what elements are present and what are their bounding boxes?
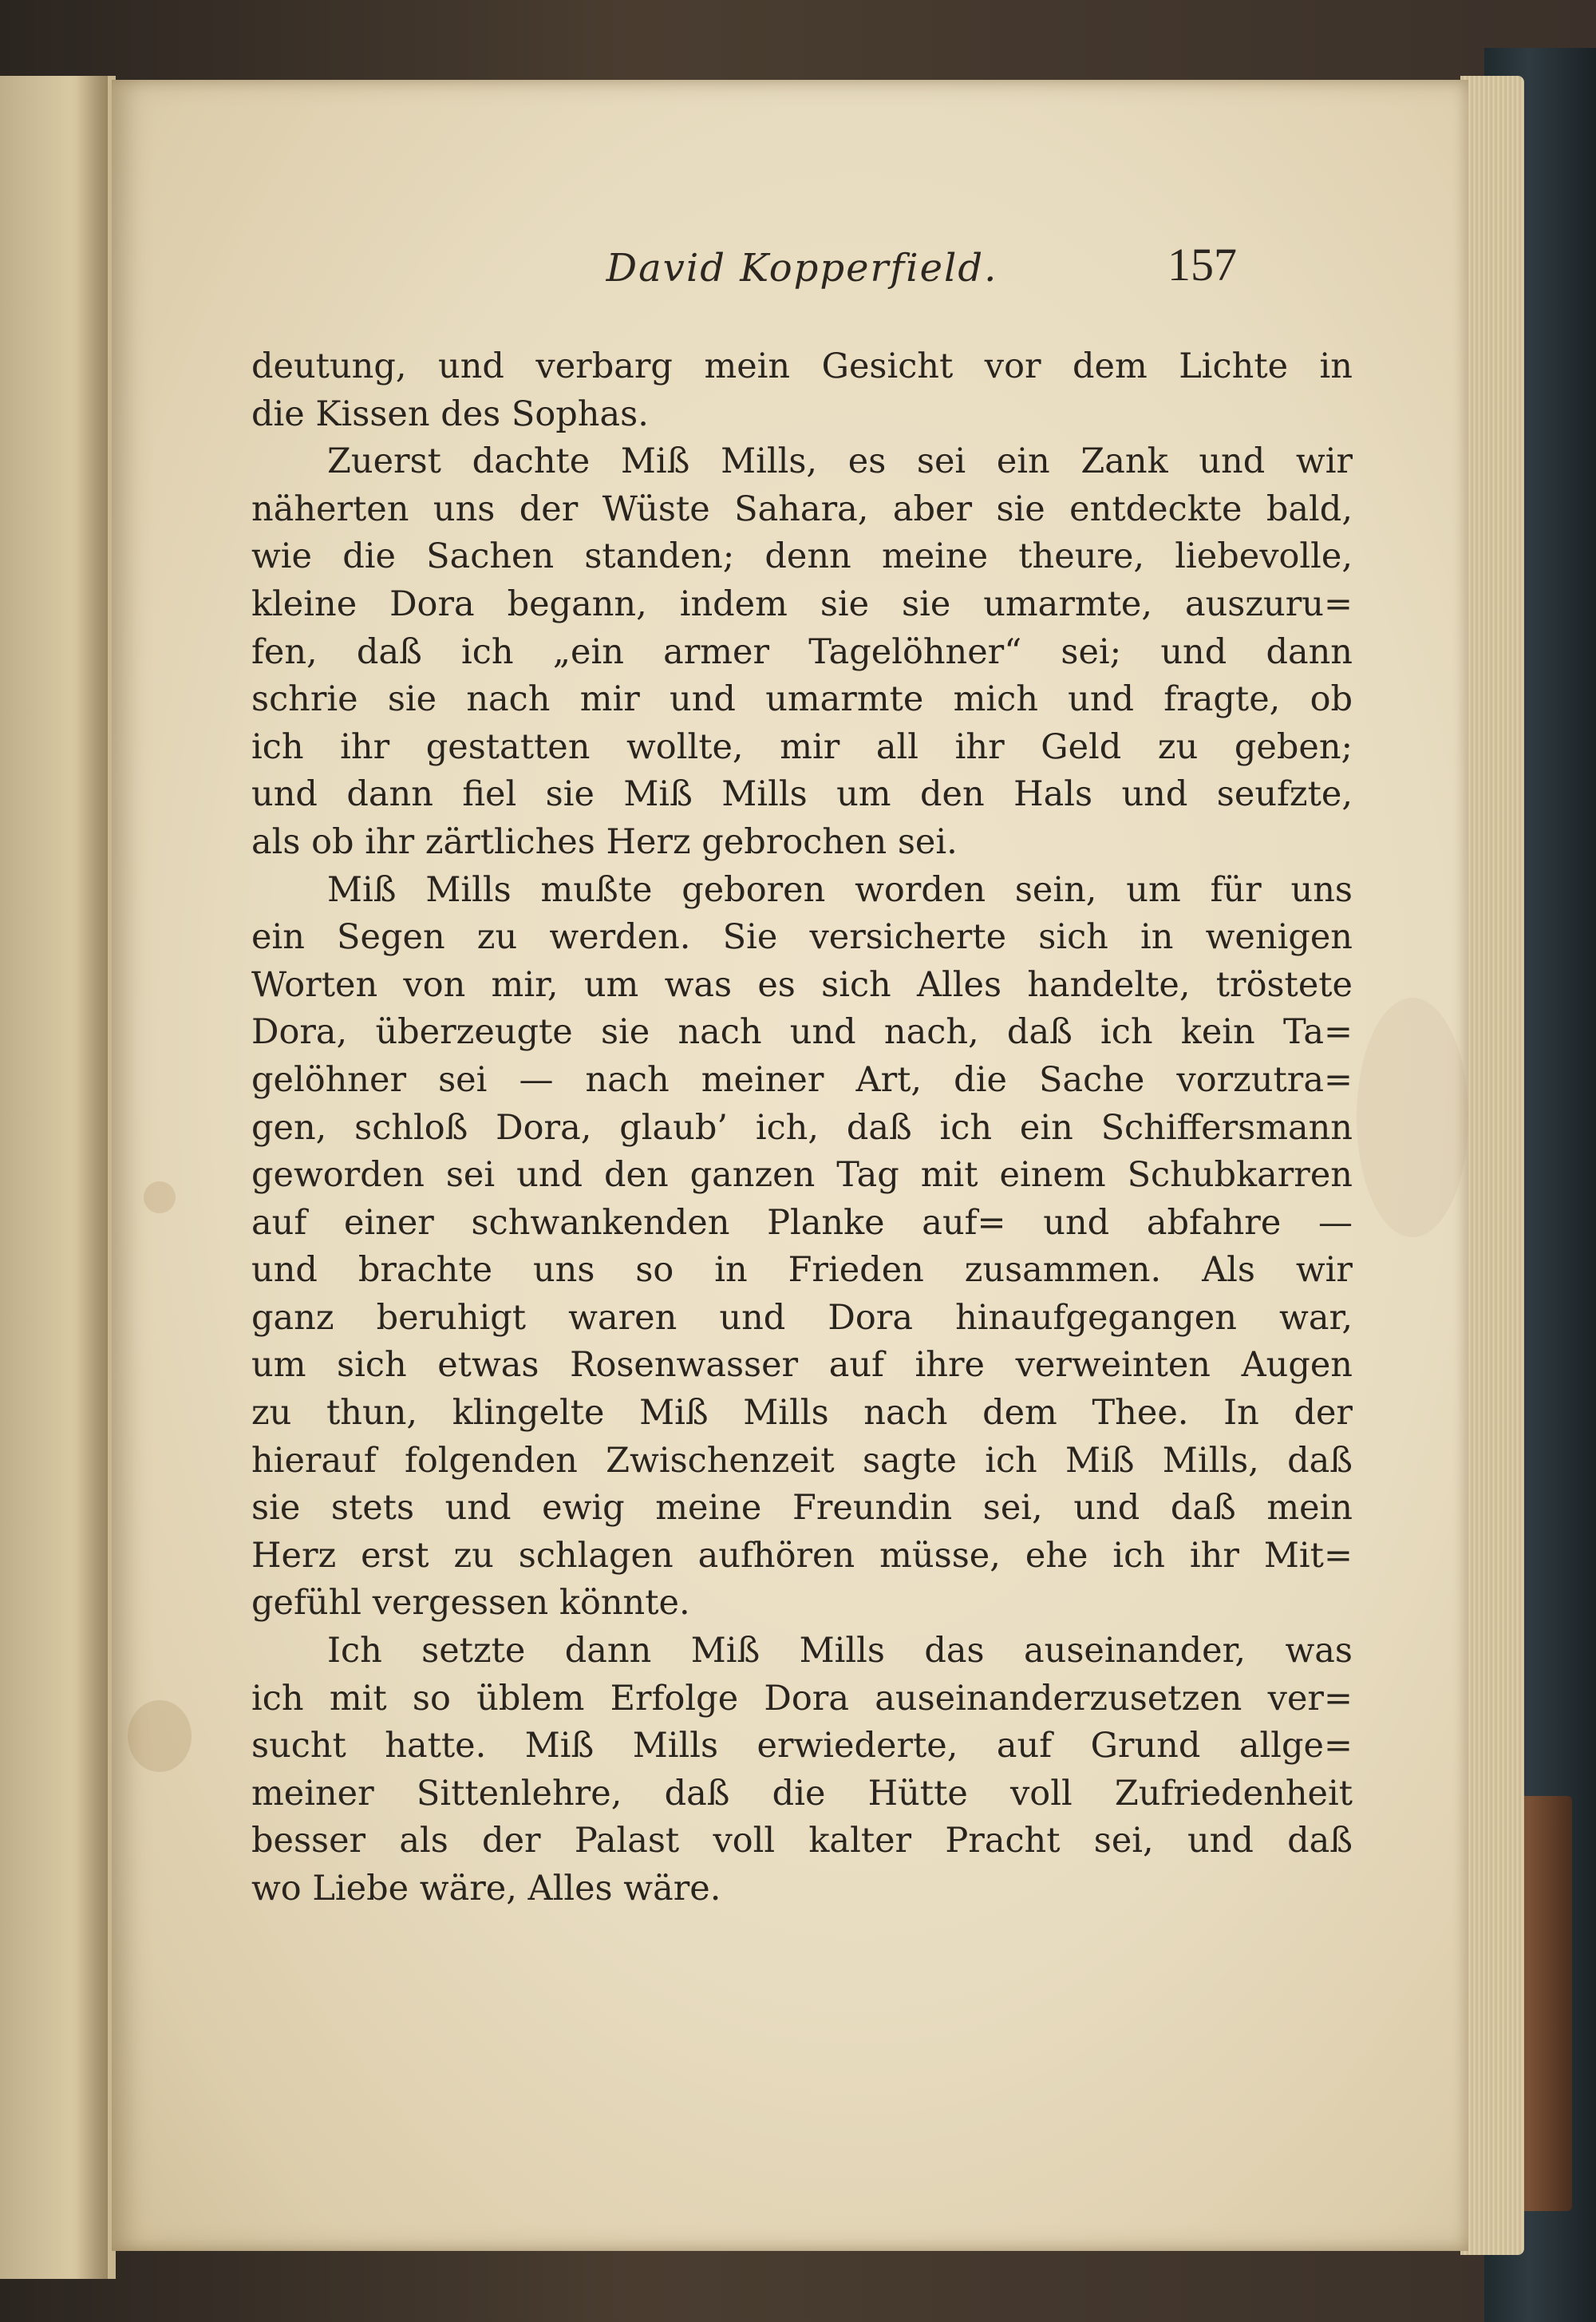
text-line: und brachte uns so in Frieden zusammen. Als wir [251,1250,1353,1291]
text-line: hierauf folgenden Zwischenzeit sagte ich Miß Mills, daß [251,1440,1353,1481]
text-line: gen, schloß Dora, glaub’ ich, daß ich ein Schiffersmann [251,1107,1353,1148]
text-line: kleine Dora begann, indem sie sie umarmte, auszuru= [251,583,1353,624]
text-line: ich mit so üblem Erfolge Dora auseinanderzusetzen ver= [251,1678,1353,1719]
text-line: besser als der Palast voll kalter Pracht sei, und daß [251,1821,1353,1861]
text-line: Zuerst dachte Miß Mills, es sei ein Zank und wir [327,441,1353,482]
text-line: Worten von mir, um was es sich Alles handelte, tröstete [251,964,1353,1005]
running-title: David Kopperfield. [606,246,998,291]
text-line: näherten uns der Wüste Sahara, aber sie entdeckte bald, [251,489,1353,529]
text-line: sucht hatte. Miß Mills erwiederte, auf Grund allge= [251,1726,1353,1766]
paper-stain [1357,998,1468,1237]
text-line: sie stets und ewig meine Freundin sei, und daß mein [251,1488,1353,1529]
text-line: gelöhner sei — nach meiner Art, die Sache vorzutra= [251,1059,1353,1100]
gutter-shadow [76,76,108,2279]
text-line: gefühl vergessen könnte. [251,1583,690,1624]
text-line: um sich etwas Rosenwasser auf ihre verweinten Augen [251,1345,1353,1386]
text-line: ich ihr gestatten wollte, mir all ihr Geld zu geben; [251,726,1353,767]
text-line: ganz beruhigt waren und Dora hinaufgegangen war, [251,1297,1353,1338]
body-text [251,343,1353,1913]
paper-stain [128,1700,192,1772]
text-line: Dora, überzeugte sie nach und nach, daß ich kein Ta= [251,1012,1353,1053]
page-edges [1460,76,1524,2255]
text-line: Herz erst zu schlagen aufhören müsse, ehe ich ihr Mit= [251,1535,1353,1576]
text-line: wie die Sachen standen; denn meine theure, liebevolle, [251,536,1353,577]
book-page [112,80,1468,2251]
text-line: ein Segen zu werden. Sie versicherte sich in wenigen [251,917,1353,958]
text-line: Ich setzte dann Miß Mills das auseinander, was [327,1631,1353,1671]
text-line: fen, daß ich „ein armer Tagelöhner“ sei; und dann [251,631,1353,672]
page-header [112,239,1468,310]
paper-stain [144,1181,176,1213]
text-line: zu thun, klingelte Miß Mills nach dem Thee. In der [251,1393,1353,1434]
text-line: meiner Sittenlehre, daß die Hütte voll Zufriedenheit [251,1773,1353,1814]
text-line: geworden sei und den ganzen Tag mit einem Schubkarren [251,1155,1353,1196]
text-line: schrie sie nach mir und umarmte mich und fragte, ob [251,679,1353,720]
text-line: und dann fiel sie Miß Mills um den Hals und seufzte, [251,774,1353,815]
text-line: als ob ihr zärtliches Herz gebrochen sei. [251,821,958,862]
page-number: 157 [1167,239,1237,291]
text-line: wo Liebe wäre, Alles wäre. [251,1869,721,1909]
text-line: die Kissen des Sophas. [251,394,649,434]
text-line: deutung, und verbarg mein Gesicht vor dem Lichte in [251,346,1353,386]
text-line: auf einer schwankenden Planke auf= und abfahre — [251,1202,1353,1243]
text-line: Miß Mills mußte geboren worden sein, um für uns [327,869,1353,910]
